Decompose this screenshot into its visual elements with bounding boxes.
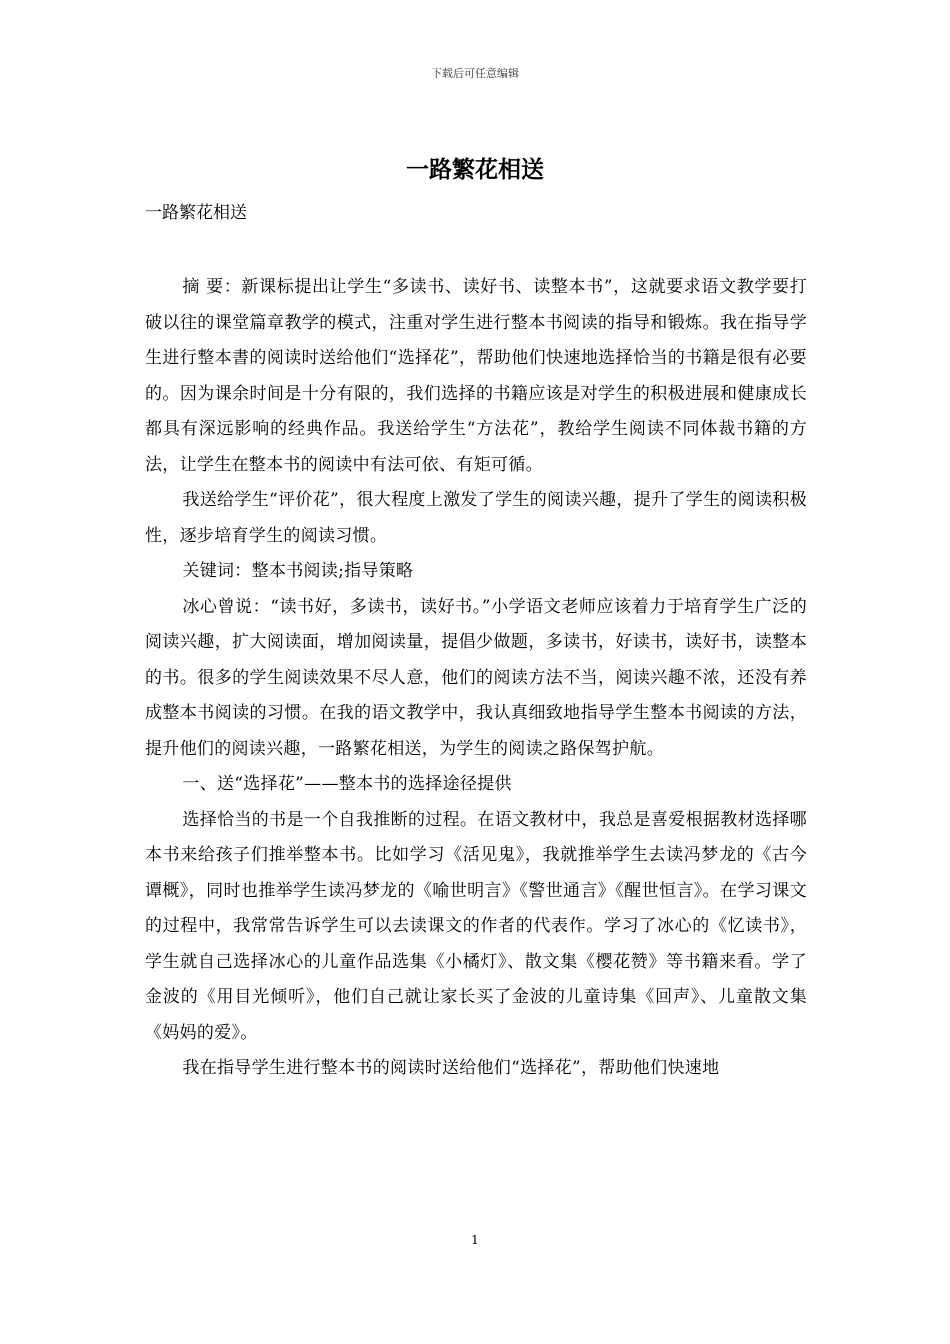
page-number: 1 (471, 1233, 479, 1247)
section-heading: 一、送“选择花”——整本书的选择途径提供 (182, 774, 512, 794)
document-title: 一路繁花相送 (406, 156, 544, 183)
document-body (145, 270, 807, 1087)
body-paragraph: 我在指导学生进行整本书的阅读时送给他们“选择花”，帮助他们快速地 (182, 1058, 720, 1078)
page-header: 下载后可任意编辑 (431, 67, 519, 80)
body-paragraph: 我送给学生“评价花”，很大程度上激发了学生的阅读兴趣，提升了学生的阅读积极性，逐步培育学生的阅读习惯。 (145, 490, 807, 546)
body-paragraph: 选择恰当的书是一个自我推断的过程。在语文教材中，我总是喜爱根据教材选择哪本书来给孩子们推举整本书。比如学习《活见鬼》，我就推举学生去读冯梦龙的《古今谭概》，同时也推举学生读冯梦龙的《喻世明言》《警世通言》《醒世恒言》。在学习课文的过程中，我常常告诉学生可以去读课文的作者的代表作。学习了冰心的《忆读书》，学生就自己选择冰心的儿童作品选集《小橘灯》、散文集《樱花赞》等书籍来看。学了金波的《用目光倾听》，他们自己就让家长买了金波的儿童诗集《回声》、儿童散文集《妈妈的爱》。 (145, 809, 807, 1043)
document-subtitle: 一路繁花相送 (145, 203, 247, 223)
keywords-paragraph: 关键词：整本书阅读;指导策略 (182, 561, 414, 581)
body-paragraph: 冰心曾说：“读书好，多读书，读好书。”小学语文老师应该着力于培育学生广泛的阅读兴趣，扩大阅读面，增加阅读量，提倡少做题，多读书，好读书，读好书，读整本的书。很多的学生阅读效果不尽人意，他们的阅读方法不当，阅读兴趣不浓，还没有养成整本书阅读的习惯。在我的语文教学中，我认真细致地指导学生整本书阅读的方法，提升他们的阅读兴趣，一路繁花相送，为学生的阅读之路保驾护航。 (145, 596, 807, 759)
abstract-paragraph: 摘 要：新课标提出让学生“多读书、读好书、读整本书”，这就要求语文教学要打破以往的课堂篇章教学的模式，注重对学生进行整本书阅读的指导和锻炼。我在指导学生进行整本書的阅读时送给他们“选择花”，帮助他们快速地选择恰当的书籍是很有必要的。因为课余时间是十分有限的，我们选择的书籍应该是对学生的积极进展和健康成长都具有深远影响的经典作品。我送给学生“方法花”，教给学生阅读不同体裁书籍的方法，让学生在整本书的阅读中有法可依、有矩可循。 (145, 277, 807, 475)
